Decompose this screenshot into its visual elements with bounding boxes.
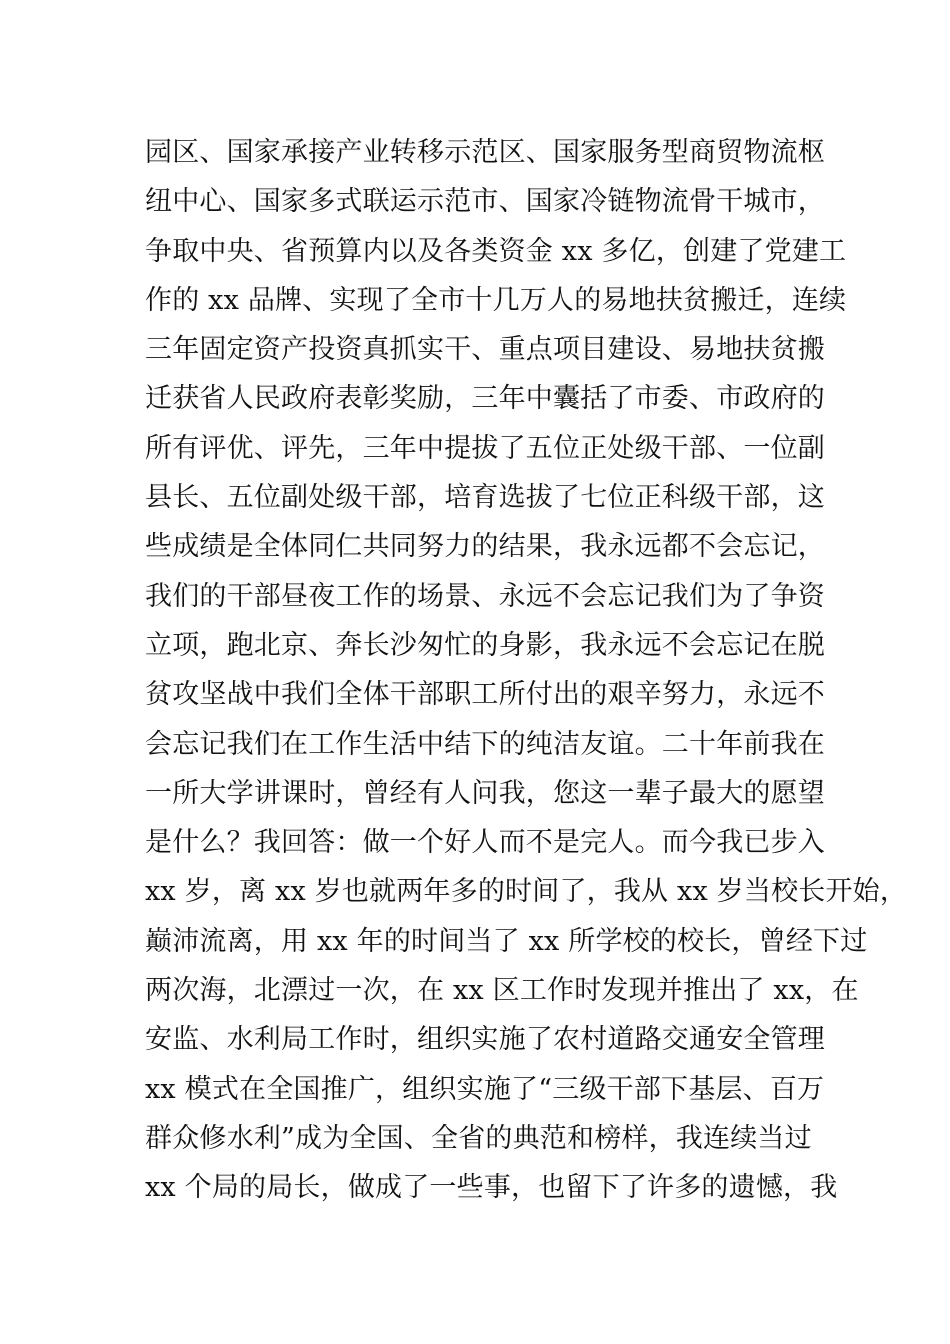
text-line: 安监、水利局工作时，组织实施了农村道路交通安全管理 — [145, 1024, 825, 1056]
text-line: 园区、国家承接产业转移示范区、国家服务型商贸物流枢 — [145, 137, 825, 168]
text-line: 一所大学讲课时，曾经有人问我，您这一辈子最大的愿望 — [145, 777, 825, 809]
text-line: 县长、五位副处级干部，培育选拔了七位正科级干部，这 — [145, 482, 825, 514]
text-line: xx 岁，离 xx 岁也就两年多的时间了，我从 xx 岁当校长开始， — [145, 876, 908, 908]
text-line: 迁获省人民政府表彰奖励，三年中囊括了市委、市政府的 — [145, 383, 825, 415]
text-line: 巅沛流离，用 xx 年的时间当了 xx 所学校的校长，曾经下过 — [145, 925, 868, 957]
text-line: 贫攻坚战中我们全体干部职工所付出的艰辛努力，永远不 — [145, 679, 825, 711]
text-line: 我们的干部昼夜工作的场景、永远不会忘记我们为了争资 — [145, 580, 825, 612]
text-line: xx 个局的局长，做成了一些事，也留下了许多的遗憾，我 — [145, 1172, 838, 1204]
text-line: 立项，跑北京、奔长沙匆忙的身影，我永远不会忘记在脱 — [145, 629, 825, 661]
text-line: 些成绩是全体同仁共同努力的结果，我永远都不会忘记， — [145, 531, 825, 563]
text-line: 两次海，北漂过一次，在 xx 区工作时发现并推出了 xx，在 — [145, 975, 859, 1007]
text-line: xx 模式在全国推广，组织实施了“三级干部下基层、百万 — [145, 1073, 825, 1105]
text-line: 是什么？我回答：做一个好人而不是完人。而今我已步入 — [145, 827, 825, 859]
text-line: 群众修水利”成为全国、全省的典范和榜样，我连续当过 — [145, 1122, 812, 1154]
text-line: 会忘记我们在工作生活中结下的纯洁友谊。二十年前我在 — [145, 728, 825, 760]
text-line: 争取中央、省预算内以及各类资金 xx 多亿，创建了党建工 — [145, 235, 847, 267]
text-line: 所有评优、评先，三年中提拔了五位正处级干部、一位副 — [145, 432, 825, 464]
text-line: 三年固定资产投资真抓实干、重点项目建设、易地扶贫搬 — [145, 334, 825, 366]
text-line: 作的 xx 品牌、实现了全市十几万人的易地扶贫搬迁，连续 — [145, 284, 847, 316]
text-line: 纽中心、国家多式联运示范市、国家冷链物流骨干城市， — [145, 186, 825, 218]
body-text — [145, 128, 908, 1213]
